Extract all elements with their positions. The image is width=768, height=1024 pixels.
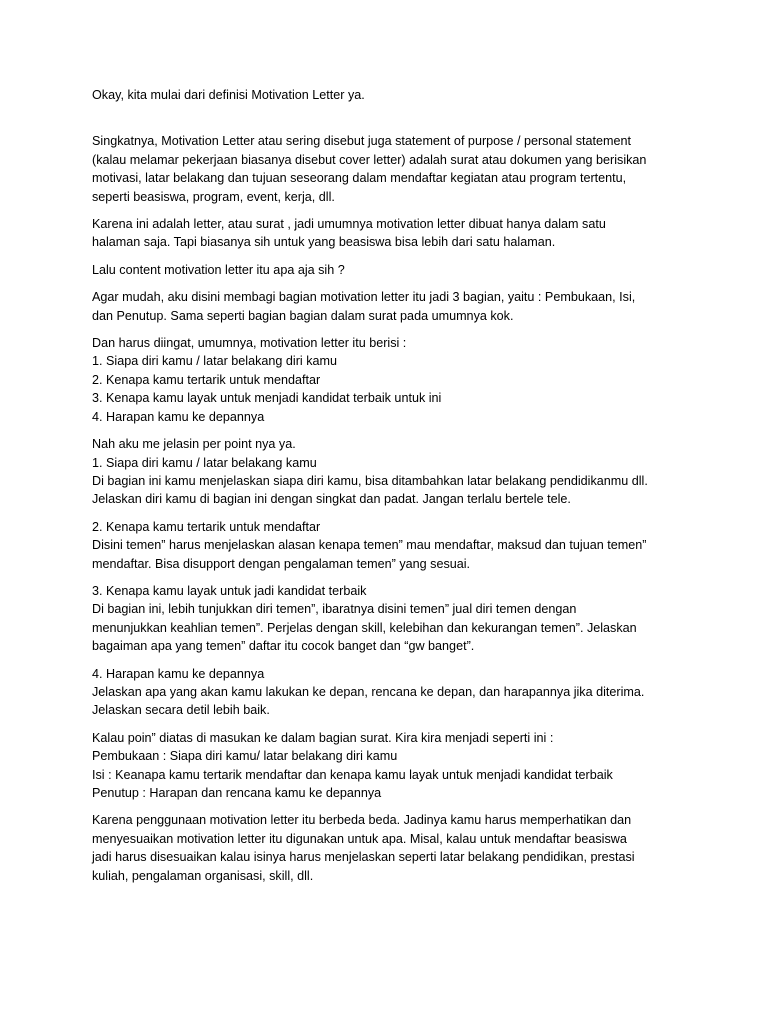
text-line: seperti beasiswa, program, event, kerja, dll.: [92, 189, 335, 204]
paragraph: [92, 334, 692, 426]
text-line: 4. Harapan kamu ke depannya: [92, 666, 265, 681]
text-line: Lalu content motivation letter itu apa aja sih ?: [92, 262, 345, 277]
text-line: Okay, kita mulai dari definisi Motivation Letter ya.: [92, 88, 365, 102]
text-line: Di bagian ini, lebih tunjukkan diri temen”, ibaratnya disini temen” jual diri temen dengan: [92, 602, 577, 617]
text-line: 2. Kenapa kamu tertarik untuk mendaftar: [92, 372, 321, 387]
text-line: Nah aku me jelasin per point nya ya.: [92, 437, 296, 452]
document-body: [92, 86, 692, 894]
text-line: mendaftar. Bisa disupport dengan pengalaman temen” yang sesuai.: [92, 556, 471, 571]
paragraph: [92, 729, 692, 803]
text-line: Jelaskan diri kamu di bagian ini dengan singkat dan padat. Jangan terlalu bertele tele.: [92, 492, 571, 507]
text-line: 2. Kenapa kamu tertarik untuk mendaftar: [92, 519, 321, 534]
text-line: 3. Kenapa kamu layak untuk jadi kandidat terbaik: [92, 583, 367, 598]
text-line: Isi : Keanapa kamu tertarik mendaftar dan kenapa kamu layak untuk menjadi kandidat terbaik: [92, 767, 613, 782]
text-line: Di bagian ini kamu menjelaskan siapa diri kamu, bisa ditambahkan latar belakang pendidikanmu dll.: [92, 473, 648, 488]
text-line: Karena ini adalah letter, atau surat , jadi umumnya motivation letter dibuat hanya dalam satu: [92, 217, 606, 232]
paragraph: [92, 86, 692, 104]
text-line: 3. Kenapa kamu layak untuk menjadi kandidat terbaik untuk ini: [92, 391, 442, 406]
text-line: (kalau melamar pekerjaan biasanya disebut cover letter) adalah surat atau dokumen yang berisikan: [92, 152, 647, 167]
text-line: Penutup : Harapan dan rencana kamu ke depannya: [92, 786, 382, 800]
text-line: Karena penggunaan motivation letter itu berbeda beda. Jadinya kamu harus memperhatikan dan: [92, 813, 632, 828]
paragraph: [92, 215, 692, 252]
text-line: kuliah, pengalaman organisasi, skill, dll.: [92, 868, 314, 883]
text-line: Jelaskan apa yang akan kamu lakukan ke depan, rencana ke depan, dan harapannya jika diterima.: [92, 684, 645, 699]
paragraph: [92, 518, 692, 573]
text-line: Disini temen” harus menjelaskan alasan kenapa temen” mau mendaftar, maksud dan tujuan temen”: [92, 538, 647, 553]
paragraph: [92, 132, 692, 206]
text-line: 1. Siapa diri kamu / latar belakang diri kamu: [92, 354, 338, 369]
text-line: Agar mudah, aku disini membagi bagian motivation letter itu jadi 3 bagian, yaitu : Pembukaan, Isi,: [92, 290, 636, 305]
text-line: Singkatnya, Motivation Letter atau sering disebut juga statement of purpose / personal statement: [92, 134, 632, 149]
text-line: Jelaskan secara detil lebih baik.: [92, 703, 270, 718]
text-line: motivasi, latar belakang dan tujuan seseorang dalam mendaftar kegiatan atau program tertentu,: [92, 171, 627, 186]
text-line: bagaiman apa yang temen” daftar itu cocok banget dan “gw banget”.: [92, 639, 475, 654]
text-line: Kalau poin” diatas di masukan ke dalam bagian surat. Kira kira menjadi seperti ini :: [92, 730, 554, 745]
text-line: menunjukkan keahlian temen”. Perjelas dengan skill, kelebihan dan kekurangan temen”. Jelaskan: [92, 620, 637, 635]
text-line: halaman saja. Tapi biasanya sih untuk yang beasiswa bisa lebih dari satu halaman.: [92, 235, 556, 250]
paragraph: [92, 582, 692, 656]
text-line: Pembukaan : Siapa diri kamu/ latar belakang diri kamu: [92, 749, 398, 764]
paragraph: [92, 288, 692, 325]
paragraph: [92, 811, 692, 885]
paragraph: [92, 665, 692, 720]
text-line: jadi harus disesuaikan kalau isinya harus menjelaskan seperti latar belakang pendidikan, prestasi: [92, 850, 635, 865]
text-line: 4. Harapan kamu ke depannya: [92, 409, 265, 424]
text-line: 1. Siapa diri kamu / latar belakang kamu: [92, 455, 317, 470]
paragraph: [92, 435, 692, 509]
paragraph: [92, 261, 692, 279]
text-line: dan Penutup. Sama seperti bagian bagian dalam surat pada umumnya kok.: [92, 308, 514, 323]
text-line: Dan harus diingat, umumnya, motivation letter itu berisi :: [92, 336, 407, 351]
text-line: menyesuaikan motivation letter itu digunakan untuk apa. Misal, kalau untuk mendaftar beasiswa: [92, 831, 627, 846]
